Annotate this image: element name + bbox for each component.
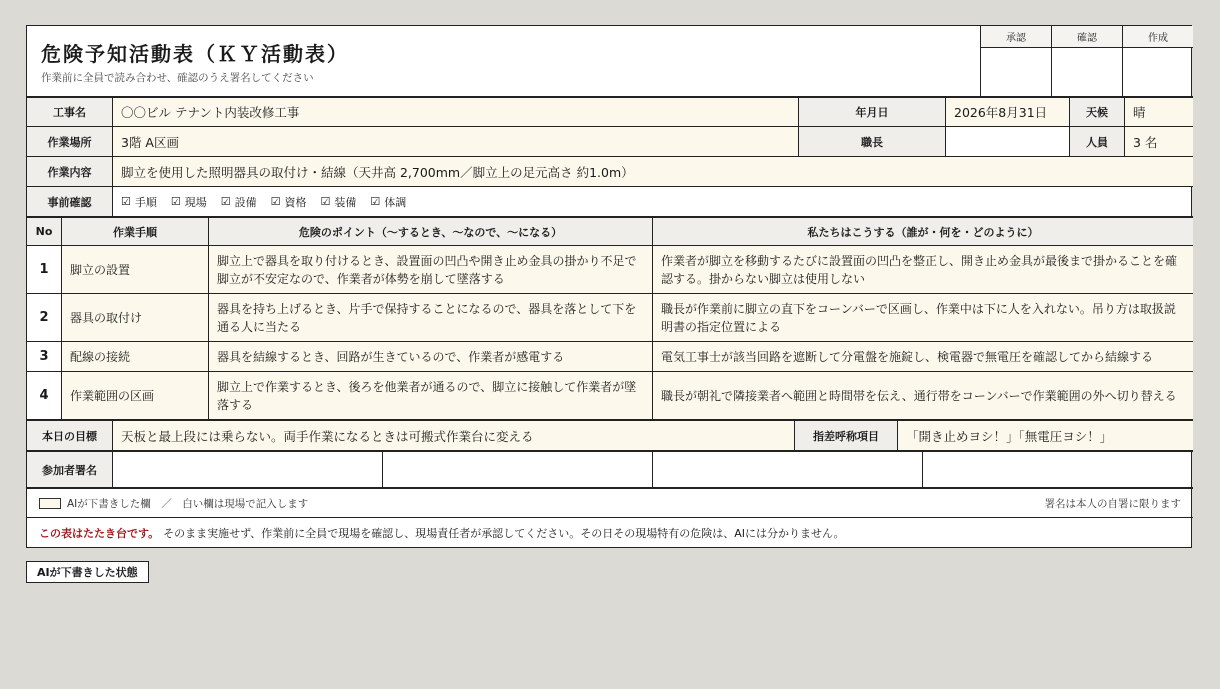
col-header-action: 私たちはこうする（誰が・何を・どのように） xyxy=(653,218,1193,245)
col-header-hazard: 危険のポイント（〜するとき、〜なので、〜になる） xyxy=(209,218,652,245)
goal-value[interactable]: 天板と最上段には乗らない。両手作業になるときは可搬式作業台に変える xyxy=(113,421,794,450)
check-item[interactable]: ☑ 体調 xyxy=(370,195,407,209)
foreman-label: 職長 xyxy=(799,127,945,156)
signature-label: 参加者署名 xyxy=(27,452,112,487)
stamp-header-approve: 承認 xyxy=(981,26,1051,47)
stamp-header-check: 確認 xyxy=(1052,26,1122,47)
table-row-hazard[interactable]: 脚立上で作業するとき、後ろを他業者が通るので、脚立に接触して作業者が墜落する xyxy=(209,372,652,419)
page-subtitle: 作業前に全員で読み合わせ、確認のうえ署名してください xyxy=(41,72,314,84)
table-row-no: 4 xyxy=(39,388,49,403)
pointing-value[interactable]: 「開き止めヨシ！」「無電圧ヨシ！」 xyxy=(898,421,1193,450)
date-label: 年月日 xyxy=(799,98,945,126)
disclaimer-text: そのまま実施せず、作業前に全員で現場を確認し、現場責任者が承認してください。その日その現場特有の危険は、AIには分かりません。 xyxy=(163,527,845,540)
date-value[interactable]: 2026年8月31日 xyxy=(946,98,1069,126)
check-item[interactable]: ☑ 設備 xyxy=(220,195,257,209)
check-item[interactable]: ☑ 現場 xyxy=(170,195,207,209)
page-title: 危険予知活動表（ＫＹ活動表） xyxy=(41,42,349,66)
table-row-hazard[interactable]: 脚立上で器具を取り付けるとき、設置面の凹凸や開き止め金具の掛かり不足で脚立が不安定なので、作業者が体勢を崩して墜落する xyxy=(209,246,652,293)
people-label: 人員 xyxy=(1070,127,1124,156)
checkbox-icon: ☑ xyxy=(121,195,131,208)
checkbox-icon: ☑ xyxy=(370,195,381,208)
ky-sheet xyxy=(26,25,1192,548)
content-value[interactable]: 脚立を使用した照明器具の取付け・結線（天井高 2,700mm／脚立上の足元高さ 約1.0m） xyxy=(113,157,1193,186)
table-row-step[interactable]: 脚立の設置 xyxy=(62,246,208,293)
disclaimer-emphasis: この表はたたき台です。 xyxy=(39,527,160,540)
place-value[interactable]: 3階 A区画 xyxy=(113,127,798,156)
check-item[interactable]: ☑ 装備 xyxy=(320,195,357,209)
table-row-no: 2 xyxy=(39,310,49,325)
table-row-hazard[interactable]: 器具を結線するとき、回路が生きているので、作業者が感電する xyxy=(209,342,652,371)
table-row-no: 1 xyxy=(39,262,49,277)
legend xyxy=(39,489,739,517)
weather-label: 天候 xyxy=(1070,98,1124,126)
checkbox-icon: ☑ xyxy=(170,195,181,208)
stamp-box-create[interactable] xyxy=(1123,48,1193,96)
signature-field[interactable] xyxy=(113,452,382,487)
col-header-no: No xyxy=(27,218,61,245)
col-header-step: 作業手順 xyxy=(62,218,208,245)
stamp-header-create: 作成 xyxy=(1123,26,1193,47)
signature-field[interactable] xyxy=(653,452,922,487)
project-label: 工事名 xyxy=(27,98,112,126)
stamp-box-approve[interactable] xyxy=(981,48,1051,96)
table-row-action[interactable]: 電気工事士が該当回路を遮断して分電盤を施錠し、検電器で無電圧を確認してから結線する xyxy=(653,342,1193,371)
people-value[interactable]: 3 名 xyxy=(1125,127,1193,156)
table-row-step[interactable]: 配線の接続 xyxy=(62,342,208,371)
signature-field[interactable] xyxy=(923,452,1193,487)
pointing-label: 指差呼称項目 xyxy=(795,421,897,450)
precheck-label: 事前確認 xyxy=(27,187,112,216)
draft-status-badge: AIが下書きした状態 xyxy=(26,561,149,583)
project-value[interactable]: 〇〇ビル テナント内装改修工事 xyxy=(113,98,798,126)
table-row-no: 3 xyxy=(39,349,49,364)
disclaimer xyxy=(27,518,1193,548)
legend-text: AIが下書きした欄 ／ 白い欄は現場で記入します xyxy=(67,497,309,510)
table-row-step[interactable]: 作業範囲の区画 xyxy=(62,372,208,419)
table-row-action[interactable]: 職長が朝礼で隣接業者へ範囲と時間帯を伝え、通行帯をコーンバーで作業範囲の外へ切り替える xyxy=(653,372,1193,419)
check-item[interactable]: ☑ 資格 xyxy=(270,195,307,209)
table-row-step[interactable]: 器具の取付け xyxy=(62,294,208,341)
place-label: 作業場所 xyxy=(27,127,112,156)
content-label: 作業内容 xyxy=(27,157,112,186)
checkbox-icon: ☑ xyxy=(320,195,331,208)
goal-label: 本日の目標 xyxy=(27,421,112,450)
table-row-action[interactable]: 職長が作業前に脚立の直下をコーンバーで区画し、作業中は下に人を入れない。吊り方は取扱説明書の指定位置による xyxy=(653,294,1193,341)
legend-right: 署名は本人の自署に限ります xyxy=(1044,497,1181,510)
signature-field[interactable] xyxy=(383,452,652,487)
weather-value[interactable]: 晴 xyxy=(1125,98,1193,126)
foreman-value[interactable] xyxy=(946,127,1069,156)
checkbox-icon: ☑ xyxy=(270,195,281,208)
table-row-action[interactable]: 作業者が脚立を移動するたびに設置面の凹凸を整正し、開き止め金具が最後まで掛かることを確認する。掛からない脚立は使用しない xyxy=(653,246,1193,293)
stamp-box-check[interactable] xyxy=(1052,48,1122,96)
table-row-hazard[interactable]: 器具を持ち上げるとき、片手で保持することになるので、器具を落として下を通る人に当たる xyxy=(209,294,652,341)
checkbox-icon: ☑ xyxy=(220,195,231,208)
check-item[interactable]: ☑ 手順 xyxy=(121,195,157,209)
precheck-list xyxy=(113,187,1193,216)
legend-swatch-icon xyxy=(39,498,61,509)
